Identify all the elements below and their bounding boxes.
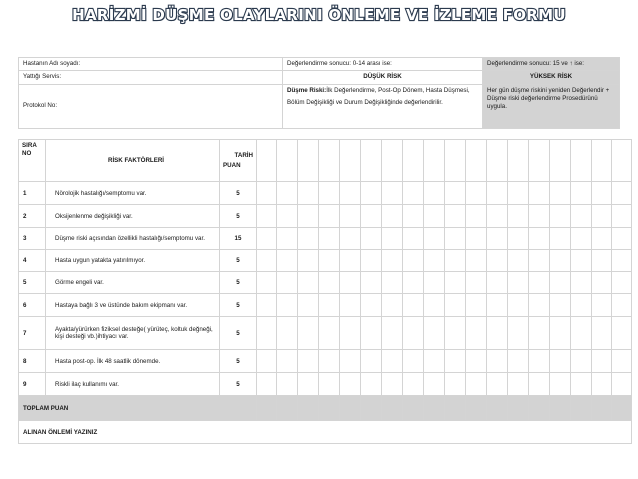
score-cell[interactable]: [487, 294, 508, 317]
score-cell[interactable]: [382, 182, 403, 205]
patient-info-table: [18, 57, 620, 129]
row-points: 5: [220, 272, 257, 294]
score-cell[interactable]: [298, 228, 319, 250]
score-cell[interactable]: [257, 250, 277, 272]
eval-low-header-cell: [283, 58, 483, 71]
score-cell[interactable]: [361, 373, 382, 396]
row-number: 7: [19, 317, 46, 350]
row-number: 3: [19, 228, 46, 250]
score-cell[interactable]: [550, 317, 571, 350]
score-cell[interactable]: [361, 228, 382, 250]
risk-factor: Görme engeli var.: [46, 272, 220, 294]
high-risk-desc: Her gün düşme riskini yeniden Değerlendir + Düşme riski değerlendirme Prosedürünü uygula.: [487, 86, 610, 111]
row-number: 1: [19, 182, 46, 205]
table-row: [19, 373, 632, 396]
date-cell[interactable]: [529, 140, 550, 182]
patient-name-cell[interactable]: [19, 58, 283, 71]
row-number: 4: [19, 250, 46, 272]
col-no-header: [19, 140, 46, 182]
score-cell[interactable]: [277, 205, 298, 228]
score-cell[interactable]: [382, 272, 403, 294]
score-cell[interactable]: [592, 350, 612, 373]
score-cell[interactable]: [571, 205, 592, 228]
high-risk-desc-cell: [483, 84, 620, 128]
date-cell[interactable]: [571, 140, 592, 182]
row-points: 5: [220, 182, 257, 205]
score-cell[interactable]: [445, 350, 466, 373]
row-number: 5: [19, 272, 46, 294]
risk-factor: Hasta post-op. İlk 48 saatlik dönemde.: [46, 350, 220, 373]
low-risk-desc-cell: [283, 84, 483, 128]
score-cell[interactable]: [277, 182, 298, 205]
score-cell[interactable]: [445, 272, 466, 294]
total-cell[interactable]: [445, 396, 466, 421]
score-cell[interactable]: [361, 250, 382, 272]
score-cell[interactable]: [529, 294, 550, 317]
score-cell[interactable]: [445, 373, 466, 396]
row-number: 6: [19, 294, 46, 317]
total-cell[interactable]: [277, 396, 298, 421]
score-cell[interactable]: [508, 272, 529, 294]
score-cell[interactable]: [571, 317, 592, 350]
score-cell[interactable]: [466, 250, 487, 272]
score-cell[interactable]: [361, 205, 382, 228]
score-cell[interactable]: [445, 228, 466, 250]
score-cell[interactable]: [466, 294, 487, 317]
total-cell[interactable]: [382, 396, 403, 421]
score-cell[interactable]: [257, 317, 277, 350]
col-date-header: [220, 140, 257, 182]
score-cell[interactable]: [529, 250, 550, 272]
score-cell[interactable]: [592, 250, 612, 272]
score-cell[interactable]: [571, 228, 592, 250]
total-cell[interactable]: [571, 396, 592, 421]
score-cell[interactable]: [361, 350, 382, 373]
row-number: 9: [19, 373, 46, 396]
score-cell[interactable]: [592, 182, 612, 205]
score-cell[interactable]: [340, 250, 361, 272]
score-cell[interactable]: [403, 294, 424, 317]
score-cell[interactable]: [403, 182, 424, 205]
score-cell[interactable]: [508, 205, 529, 228]
score-cell[interactable]: [550, 205, 571, 228]
risk-factors-table: [18, 139, 632, 444]
score-cell[interactable]: [257, 272, 277, 294]
score-cell[interactable]: [508, 350, 529, 373]
score-cell[interactable]: [298, 182, 319, 205]
date-cell[interactable]: [319, 140, 340, 182]
score-cell[interactable]: [319, 294, 340, 317]
score-cell[interactable]: [361, 294, 382, 317]
patient-name-label: Hastanın Adı soyadı:: [23, 60, 81, 67]
high-risk-cell: [483, 71, 620, 84]
score-cell[interactable]: [298, 250, 319, 272]
score-cell[interactable]: [382, 228, 403, 250]
score-cell[interactable]: [340, 294, 361, 317]
risk-factor: Nörolojik hastalığı/semptomu var.: [46, 182, 220, 205]
date-cell[interactable]: [612, 140, 632, 182]
table-row: [19, 250, 632, 272]
score-cell[interactable]: [257, 205, 277, 228]
score-cell[interactable]: [529, 182, 550, 205]
score-cell[interactable]: [487, 350, 508, 373]
score-cell[interactable]: [487, 228, 508, 250]
score-cell[interactable]: [361, 317, 382, 350]
score-cell[interactable]: [487, 205, 508, 228]
score-cell[interactable]: [508, 250, 529, 272]
score-cell[interactable]: [277, 228, 298, 250]
score-cell[interactable]: [340, 205, 361, 228]
table-row: [19, 317, 632, 350]
score-cell[interactable]: [612, 205, 632, 228]
score-cell[interactable]: [403, 350, 424, 373]
score-cell[interactable]: [571, 294, 592, 317]
score-cell[interactable]: [466, 182, 487, 205]
score-cell[interactable]: [340, 317, 361, 350]
total-points-label: TOPLAM PUAN: [19, 396, 257, 421]
score-cell[interactable]: [382, 350, 403, 373]
date-cell[interactable]: [445, 140, 466, 182]
score-cell[interactable]: [571, 350, 592, 373]
table-header-row: [19, 140, 632, 182]
score-cell[interactable]: [424, 182, 445, 205]
score-cell[interactable]: [382, 373, 403, 396]
col-no-text: SIRA NO: [22, 142, 37, 158]
date-cell[interactable]: [277, 140, 298, 182]
score-cell[interactable]: [340, 182, 361, 205]
service-cell[interactable]: [19, 71, 283, 84]
score-cell[interactable]: [571, 250, 592, 272]
total-cell[interactable]: [592, 396, 612, 421]
total-cell[interactable]: [466, 396, 487, 421]
score-cell[interactable]: [424, 373, 445, 396]
low-risk-desc: İlk Değerlendirme, Post-Op Dönem, Hasta Düşmesi,: [326, 86, 470, 94]
score-cell[interactable]: [592, 228, 612, 250]
score-cell[interactable]: [508, 373, 529, 396]
form-title: HARİZMİ DÜŞME OLAYLARINI ÖNLEME VE İZLEME FORMU: [72, 6, 566, 24]
col-points-text: PUAN: [223, 161, 241, 169]
score-cell[interactable]: [257, 350, 277, 373]
score-cell[interactable]: [592, 373, 612, 396]
score-cell[interactable]: [571, 272, 592, 294]
protocol-cell[interactable]: [19, 84, 283, 128]
score-cell[interactable]: [592, 294, 612, 317]
service-label: Yattığı Servis:: [23, 73, 62, 81]
date-cell[interactable]: [403, 140, 424, 182]
score-cell[interactable]: [403, 228, 424, 250]
measures-label[interactable]: ALINAN ÖNLEMİ YAZINIZ: [19, 421, 632, 444]
low-risk-label: DÜŞÜK RİSK: [363, 73, 402, 81]
total-cell[interactable]: [257, 396, 277, 421]
score-cell[interactable]: [466, 205, 487, 228]
score-cell[interactable]: [382, 250, 403, 272]
date-cell[interactable]: [298, 140, 319, 182]
risk-factor: Oksijenlenme değişikliği var.: [46, 205, 220, 228]
score-cell[interactable]: [319, 250, 340, 272]
score-cell[interactable]: [445, 205, 466, 228]
score-cell[interactable]: [382, 294, 403, 317]
score-cell[interactable]: [424, 317, 445, 350]
score-cell[interactable]: [550, 294, 571, 317]
total-cell[interactable]: [298, 396, 319, 421]
score-cell[interactable]: [257, 373, 277, 396]
score-cell[interactable]: [612, 317, 632, 350]
eval-low-header: Değerlendirme sonucu: 0-14 arası ise:: [287, 60, 392, 67]
score-cell[interactable]: [612, 294, 632, 317]
total-cell[interactable]: [319, 396, 340, 421]
protocol-label: Protokol No:: [23, 102, 58, 110]
score-cell[interactable]: [340, 228, 361, 250]
measures-row: [19, 421, 632, 444]
date-cell[interactable]: [361, 140, 382, 182]
score-cell[interactable]: [298, 373, 319, 396]
col-factor-header: [46, 140, 220, 182]
score-cell[interactable]: [424, 294, 445, 317]
score-cell[interactable]: [508, 182, 529, 205]
score-cell[interactable]: [277, 250, 298, 272]
score-cell[interactable]: [424, 250, 445, 272]
score-cell[interactable]: [403, 373, 424, 396]
date-cell[interactable]: [340, 140, 361, 182]
score-cell[interactable]: [529, 272, 550, 294]
score-cell[interactable]: [612, 250, 632, 272]
row-number: 8: [19, 350, 46, 373]
score-cell[interactable]: [403, 205, 424, 228]
score-cell[interactable]: [361, 272, 382, 294]
score-cell[interactable]: [612, 272, 632, 294]
score-cell[interactable]: [612, 373, 632, 396]
score-cell[interactable]: [298, 205, 319, 228]
col-factor-text: RİSK FAKTÖRLERİ: [107, 157, 165, 164]
table-row: [19, 205, 632, 228]
score-cell[interactable]: [257, 182, 277, 205]
score-cell[interactable]: [592, 317, 612, 350]
score-cell[interactable]: [529, 228, 550, 250]
total-cell[interactable]: [550, 396, 571, 421]
score-cell[interactable]: [424, 350, 445, 373]
score-cell[interactable]: [319, 182, 340, 205]
score-cell[interactable]: [445, 250, 466, 272]
score-cell[interactable]: [319, 228, 340, 250]
score-cell[interactable]: [403, 272, 424, 294]
score-cell[interactable]: [319, 350, 340, 373]
eval-high-header-cell: [483, 58, 620, 71]
date-cell[interactable]: [466, 140, 487, 182]
score-cell[interactable]: [466, 228, 487, 250]
score-cell[interactable]: [487, 317, 508, 350]
high-risk-label: YÜKSEK RİSK: [529, 73, 573, 81]
total-cell[interactable]: [529, 396, 550, 421]
row-number: 2: [19, 205, 46, 228]
row-points: 5: [220, 294, 257, 317]
score-cell[interactable]: [445, 294, 466, 317]
eval-high-header: Değerlendirme sonucu: 15 ve ↑ ise:: [487, 60, 584, 67]
score-cell[interactable]: [319, 317, 340, 350]
score-cell[interactable]: [550, 250, 571, 272]
total-cell[interactable]: [612, 396, 632, 421]
total-cell[interactable]: [403, 396, 424, 421]
score-cell[interactable]: [340, 373, 361, 396]
date-cell[interactable]: [424, 140, 445, 182]
risk-factor: Riskli ilaç kullanımı var.: [46, 373, 220, 396]
score-cell[interactable]: [298, 317, 319, 350]
risk-factor: Ayakta/yürürken fiziksel desteğe( yürüteç, koltuk değneği, kişi desteği vb.)ihtiyacı var.: [46, 317, 220, 350]
date-cell[interactable]: [487, 140, 508, 182]
low-risk-cell: [283, 71, 483, 84]
score-cell[interactable]: [487, 272, 508, 294]
score-cell[interactable]: [298, 294, 319, 317]
score-cell[interactable]: [529, 373, 550, 396]
score-cell[interactable]: [466, 350, 487, 373]
score-cell[interactable]: [466, 272, 487, 294]
table-row: [19, 350, 632, 373]
score-cell[interactable]: [550, 373, 571, 396]
total-cell[interactable]: [340, 396, 361, 421]
row-points: 5: [220, 317, 257, 350]
date-cell[interactable]: [382, 140, 403, 182]
score-cell[interactable]: [550, 228, 571, 250]
row-points: 5: [220, 350, 257, 373]
row-points: 5: [220, 205, 257, 228]
date-cell[interactable]: [592, 140, 612, 182]
title-area: [0, 6, 638, 25]
score-cell[interactable]: [487, 373, 508, 396]
score-cell[interactable]: [508, 317, 529, 350]
total-cell[interactable]: [361, 396, 382, 421]
score-cell[interactable]: [592, 205, 612, 228]
date-cell[interactable]: [550, 140, 571, 182]
score-cell[interactable]: [571, 182, 592, 205]
score-cell[interactable]: [529, 350, 550, 373]
score-cell[interactable]: [361, 182, 382, 205]
score-cell[interactable]: [529, 205, 550, 228]
score-cell[interactable]: [257, 294, 277, 317]
col-date-text: TARİH: [234, 152, 253, 160]
row-points: 5: [220, 250, 257, 272]
score-cell[interactable]: [424, 205, 445, 228]
score-cell[interactable]: [487, 182, 508, 205]
score-cell[interactable]: [445, 317, 466, 350]
score-cell[interactable]: [550, 182, 571, 205]
score-cell[interactable]: [319, 373, 340, 396]
score-cell[interactable]: [277, 373, 298, 396]
score-cell[interactable]: [529, 317, 550, 350]
score-cell[interactable]: [612, 228, 632, 250]
risk-factor: Hastaya bağlı 3 ve üstünde bakım ekipmanı var.: [46, 294, 220, 317]
total-cell[interactable]: [487, 396, 508, 421]
score-cell[interactable]: [612, 350, 632, 373]
score-cell[interactable]: [592, 272, 612, 294]
score-cell[interactable]: [487, 250, 508, 272]
score-cell[interactable]: [277, 350, 298, 373]
total-cell[interactable]: [508, 396, 529, 421]
score-cell[interactable]: [403, 250, 424, 272]
table-row: [19, 294, 632, 317]
total-points-row: [19, 396, 632, 421]
table-row: [19, 272, 632, 294]
total-cell[interactable]: [424, 396, 445, 421]
date-cell[interactable]: [257, 140, 277, 182]
score-cell[interactable]: [340, 272, 361, 294]
score-cell[interactable]: [298, 350, 319, 373]
score-cell[interactable]: [298, 272, 319, 294]
low-risk-desc-bold: Düşme Riski:: [287, 86, 327, 94]
score-cell[interactable]: [277, 317, 298, 350]
low-risk-desc2: Bölüm Değişikliği ve Durum Değişikliğinde değerlendirilir.: [287, 99, 443, 107]
score-cell[interactable]: [612, 182, 632, 205]
score-cell[interactable]: [466, 317, 487, 350]
score-cell[interactable]: [277, 294, 298, 317]
score-cell[interactable]: [319, 205, 340, 228]
score-cell[interactable]: [257, 228, 277, 250]
table-row: [19, 228, 632, 250]
score-cell[interactable]: [571, 373, 592, 396]
score-cell[interactable]: [550, 350, 571, 373]
score-cell[interactable]: [508, 228, 529, 250]
score-cell[interactable]: [382, 205, 403, 228]
score-cell[interactable]: [382, 317, 403, 350]
row-points: 5: [220, 373, 257, 396]
score-cell[interactable]: [340, 350, 361, 373]
score-cell[interactable]: [508, 294, 529, 317]
score-cell[interactable]: [277, 272, 298, 294]
score-cell[interactable]: [319, 272, 340, 294]
risk-factor: Düşme riski açısından özellikli hastalığı/semptomu var.: [46, 228, 220, 250]
score-cell[interactable]: [424, 272, 445, 294]
table-row: [19, 182, 632, 205]
score-cell[interactable]: [403, 317, 424, 350]
score-cell[interactable]: [424, 228, 445, 250]
row-points: 15: [220, 228, 257, 250]
score-cell[interactable]: [445, 182, 466, 205]
score-cell[interactable]: [550, 272, 571, 294]
score-cell[interactable]: [466, 373, 487, 396]
date-cell[interactable]: [508, 140, 529, 182]
risk-factor: Hasta uygun yatakta yatırılmıyor.: [46, 250, 220, 272]
